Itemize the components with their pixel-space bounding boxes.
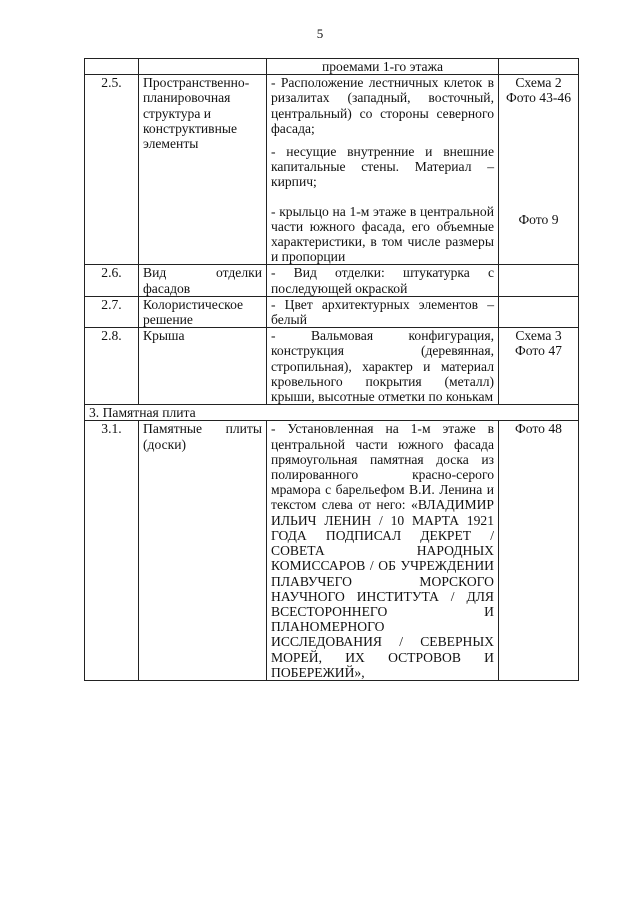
table-row: [85, 75, 579, 265]
section-row: [85, 405, 579, 421]
cell-name: [139, 296, 267, 327]
cell-name: [139, 421, 267, 680]
cell-ref: [499, 328, 579, 405]
element-name: Крыша: [143, 328, 185, 344]
element-name: Вид отделки фасадов: [143, 265, 262, 296]
ref-item: Схема 3: [515, 328, 562, 344]
desc-item: - Установленная на 1-м этаже в центральной части южного фасада прямоугольная памятная доска из полированного красно-серого мрамора с барельефом В.И. Ленина и текстом слева от него: «ВЛАДИМИР ИЛЬИЧ ЛЕНИН / 10 МАРТА 1921 ГОДА ПОДПИСАЛ ДЕКРЕТ / СОВЕТА НАРОДНЫХ КОМИССАРОВ / ОБ УЧРЕЖДЕНИИ ПЛАВУЧЕГО МОРСКОГО НАУЧНОГО ИНСТИТУТА / ДЛЯ ВСЕСТОРОННЕГО И ПЛАНОМЕРНОГО ИССЛЕДОВАНИЯ / СЕВЕРНЫХ МОРЕЙ, ИХ ОСТРОВОВ И ПОБЕРЕЖИЙ»,: [271, 421, 494, 680]
desc-item: - несущие внутренние и внешние капитальные стены. Материал – кирпич;: [271, 144, 494, 190]
cell-name: [139, 265, 267, 296]
table-row: [85, 328, 579, 405]
desc-item: - крыльцо на 1-м этаже в центральной части южного фасада, его объемные характеристики, в том числе размеры и пропорции: [271, 203, 494, 265]
ref-item: Фото 43-46: [505, 90, 572, 106]
cell-desc: [267, 296, 499, 327]
table-row: [85, 265, 579, 296]
cell-ref: [499, 75, 579, 265]
protected-elements-table: [84, 58, 579, 681]
page-number: 5: [316, 26, 324, 41]
ref-item: Схема 2: [515, 75, 562, 91]
desc-item: - Вальмовая конфигурация, конструкция (деревянная, стропильная), характер и материал кровельного покрытия (металл) крыши, высотные отметки по конькам: [271, 328, 494, 405]
cell-num: 2.7.: [85, 296, 139, 327]
cell-ref: [499, 421, 579, 680]
cell-desc: проемами 1-го этажа: [267, 59, 499, 75]
cell-desc: [267, 421, 499, 680]
ref-item: Фото 9: [518, 211, 559, 227]
cell-num: [85, 59, 139, 75]
element-name: Пространственно-планировочная структура и конструктивные элементы: [143, 75, 250, 152]
ref-item: Фото 47: [515, 343, 562, 359]
element-name: Колористическое решение: [143, 296, 244, 328]
desc-item: - Вид отделки: штукатурка с последующей окраской: [271, 265, 494, 296]
table-row-continuation: [85, 59, 579, 75]
desc-item: - Цвет архитектурных элементов – белый: [271, 296, 494, 328]
cell-num: 2.5.: [85, 75, 139, 265]
cell-name: [139, 59, 267, 75]
section-title: 3. Памятная плита: [85, 405, 579, 421]
table-row: [85, 421, 579, 680]
cell-ref: [499, 59, 579, 75]
cell-num: 2.6.: [85, 265, 139, 296]
cell-desc: [267, 265, 499, 296]
cell-num: 2.8.: [85, 328, 139, 405]
cell-desc: [267, 328, 499, 405]
cell-name: [139, 75, 267, 265]
ref-item: Фото 48: [515, 421, 562, 437]
cell-ref: [499, 265, 579, 296]
cell-desc: [267, 75, 499, 265]
cell-ref: [499, 296, 579, 327]
cell-num: 3.1.: [85, 421, 139, 680]
table-row: [85, 296, 579, 327]
element-name: Памятные плиты (доски): [143, 421, 262, 452]
desc-item: - Расположение лестничных клеток в ризалитах (западный, восточный, центральный) со стороны северного фасада;: [271, 75, 494, 136]
cell-name: [139, 328, 267, 405]
